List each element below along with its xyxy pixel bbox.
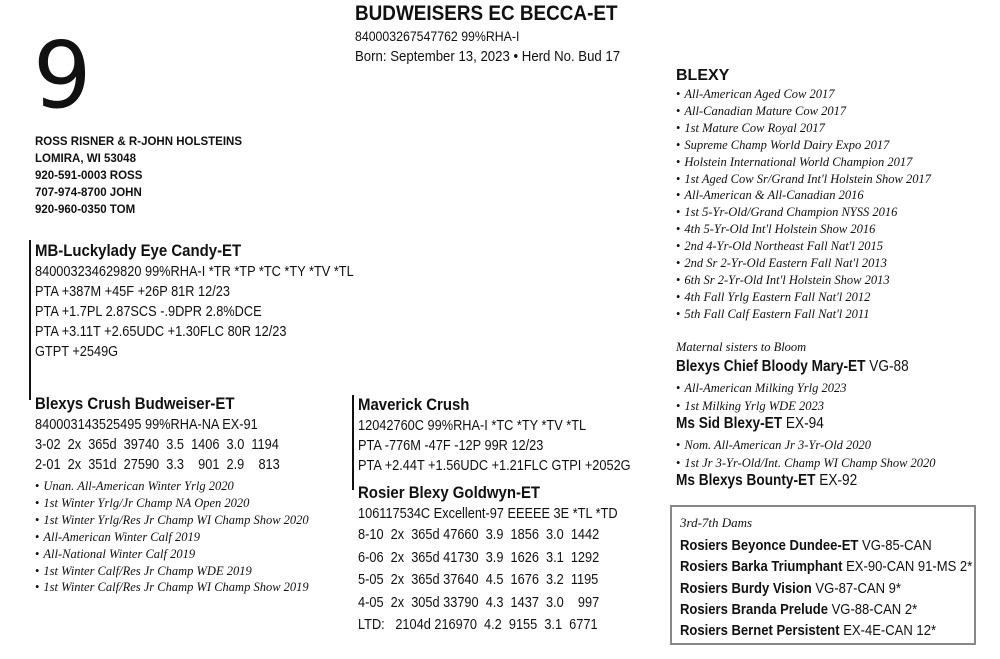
sister-3-name: Ms Blexys Bounty-ET	[676, 472, 816, 489]
list-item: • All-American Milking Yrlg 2023	[676, 381, 847, 395]
dam-sire-line: PTA -776M -47F -12P 99R 12/23	[358, 438, 544, 454]
pedigree-bracket-left	[29, 240, 31, 400]
list-item: Rosiers Barka Triumphant EX-90-CAN 91-MS 2*	[680, 559, 973, 576]
list-item: • 1st Jr 3-Yr-Old/Int. Champ WI Champ Show 2020	[676, 456, 936, 470]
sister-3-score: EX-92	[819, 472, 858, 489]
maternal-sisters-heading: Maternal sisters to Bloom	[676, 340, 807, 354]
list-item: • Supreme Champ World Dairy Expo 2017	[676, 137, 890, 152]
list-item: • 1st 5-Yr-Old/Grand Champion NYSS 2016	[676, 205, 898, 220]
consignor-line: 920-960-0350 TOM	[35, 204, 136, 216]
dams-3-7-heading: 3rd-7th Dams	[680, 515, 753, 530]
list-item: Rosiers Beyonce Dundee-ET VG-85-CAN	[680, 538, 932, 554]
dam-record: 3-02 2x 365d 39740 3.5 1406 3.0 1194	[35, 437, 279, 453]
list-item: • All-American Winter Calf 2019	[35, 529, 200, 544]
list-item: • Unan. All-American Winter Yrlg 2020	[35, 479, 234, 493]
animal-born-line: Born: September 13, 2023 • Herd No. Bud 17	[355, 48, 621, 65]
dam-sire-name: Maverick Crush	[358, 395, 470, 414]
list-item: • All-National Winter Calf 2019	[35, 546, 196, 561]
consignor-line: 707-974-8700 JOHN	[35, 187, 142, 199]
list-item: • Holstein International World Champion 2017	[676, 154, 913, 169]
sire-line: GTPT +2549G	[35, 344, 119, 360]
consignor-line: 920-591-0003 ROSS	[35, 170, 143, 182]
second-dam-record: 5-05 2x 365d 37640 4.5 1676 3.2 1195	[358, 572, 599, 588]
dam-honors	[35, 478, 309, 596]
list-item: • 2nd 4-Yr-Old Northeast Fall Nat'l 2015	[676, 239, 884, 254]
list-item: • 6th Sr 2-Yr-Old Int'l Holstein Show 2013	[676, 272, 890, 287]
sire-line: PTA +387M +45F +26P 81R 12/23	[35, 284, 230, 300]
second-dam-record: 6-06 2x 365d 41730 3.9 1626 3.1 1292	[358, 549, 600, 566]
second-dam-record: 4-05 2x 305d 33790 4.3 1437 3.0 997	[358, 594, 600, 611]
second-dam-name: Rosier Blexy Goldwyn-ET	[358, 483, 541, 502]
second-dam-record: 8-10 2x 365d 47660 3.9 1856 3.0 1442	[358, 527, 600, 543]
list-item: • 1st Aged Cow Sr/Grand Int'l Holstein Show 2017	[676, 171, 931, 186]
list-item: Rosiers Burdy Vision VG-87-CAN 9*	[680, 580, 901, 597]
sister-2-name: Ms Sid Blexy-ET	[676, 415, 783, 432]
sire-name: MB-Luckylady Eye Candy-ET	[35, 241, 242, 260]
blexy-heading: BLEXY	[676, 67, 730, 84]
list-item: • All-American Aged Cow 2017	[676, 87, 835, 101]
animal-registration: 840003267547762 99%RHA-I	[355, 28, 520, 44]
dams-3-7-box	[670, 505, 976, 645]
sire-line: 840003234629820 99%RHA-I *TR *TP *TC *TY *TV *TL	[35, 264, 354, 280]
list-item: • 4th 5-Yr-Old Int'l Holstein Show 2016	[676, 222, 876, 237]
animal-name: BUDWEISERS EC BECCA-ET	[355, 2, 618, 25]
second-dam-registration: 106117534C Excellent-97 EEEEE 3E *TL *TD	[358, 506, 618, 522]
list-item: • 1st Winter Calf/Res Jr Champ WI Champ Show 2019	[35, 580, 309, 595]
dam-registration: 840003143525495 99%RHA-NA EX-91	[35, 417, 258, 433]
dam-sire-block	[358, 394, 631, 476]
dam-sire-line: 12042760C 99%RHA-I *TC *TY *TV *TL	[358, 418, 587, 434]
list-item: • All-American & All-Canadian 2016	[676, 188, 864, 203]
list-item: • Nom. All-American Jr 3-Yr-Old 2020	[676, 438, 872, 452]
sister-2-score: EX-94	[785, 415, 824, 432]
dam-block	[35, 393, 280, 475]
dam-record: 2-01 2x 351d 27590 3.3 901 2.9 813	[35, 457, 280, 473]
list-item: • 5th Fall Calf Eastern Fall Nat'l 2011	[676, 306, 870, 321]
sister-3	[676, 472, 857, 490]
list-item: • 1st Winter Yrlg/Jr Champ NA Open 2020	[35, 495, 250, 510]
sire-line: PTA +1.7PL 2.87SCS -.9DPR 2.8%DCE	[35, 304, 262, 320]
sister-1-score: VG-88	[869, 358, 909, 375]
sire-block	[35, 240, 354, 362]
dam-sire-line: PTA +2.44T +1.56UDC +1.21FLC GTPI +2052G	[358, 458, 631, 474]
sister-1-name: Blexys Chief Bloody Mary-ET	[676, 358, 866, 375]
pedigree-bracket-dam	[352, 395, 354, 490]
list-item: • 4th Fall Yrlg Eastern Fall Nat'l 2012	[676, 289, 871, 304]
lot-number: 9	[33, 22, 92, 129]
second-dam-block	[358, 482, 618, 637]
list-item: • 1st Winter Yrlg/Res Jr Champ WI Champ Show 2020	[35, 512, 309, 527]
list-item: • 1st Milking Yrlg WDE 2023	[676, 399, 824, 413]
list-item: • All-Canadian Mature Cow 2017	[676, 103, 847, 118]
dams-3-7-list	[680, 536, 972, 642]
list-item: Rosiers Branda Prelude VG-88-CAN 2*	[680, 601, 918, 618]
consignor-info	[35, 134, 242, 219]
consignor-line: ROSS RISNER & R-JOHN HOLSTEINS	[35, 136, 243, 148]
sister-1-honors	[676, 379, 847, 415]
sister-2	[676, 415, 824, 433]
sister-2-honors	[676, 436, 936, 472]
list-item: • 2nd Sr 2-Yr-Old Eastern Fall Nat'l 2013	[676, 256, 887, 271]
list-item: • 1st Mature Cow Royal 2017	[676, 120, 825, 135]
consignor-line: LOMIRA, WI 53048	[35, 153, 136, 165]
blexy-honors	[676, 86, 931, 323]
sister-1	[676, 358, 909, 376]
dam-name: Blexys Crush Budweiser-ET	[35, 394, 235, 413]
second-dam-record: LTD: 2104d 216970 4.2 9155 3.1 6771	[358, 617, 598, 633]
list-item: • 1st Winter Calf/Res Jr Champ WDE 2019	[35, 563, 252, 578]
list-item: Rosiers Bernet Persistent EX-4E-CAN 12*	[680, 623, 937, 640]
sire-line: PTA +3.11T +2.65UDC +1.30FLC 80R 12/23	[35, 324, 287, 340]
